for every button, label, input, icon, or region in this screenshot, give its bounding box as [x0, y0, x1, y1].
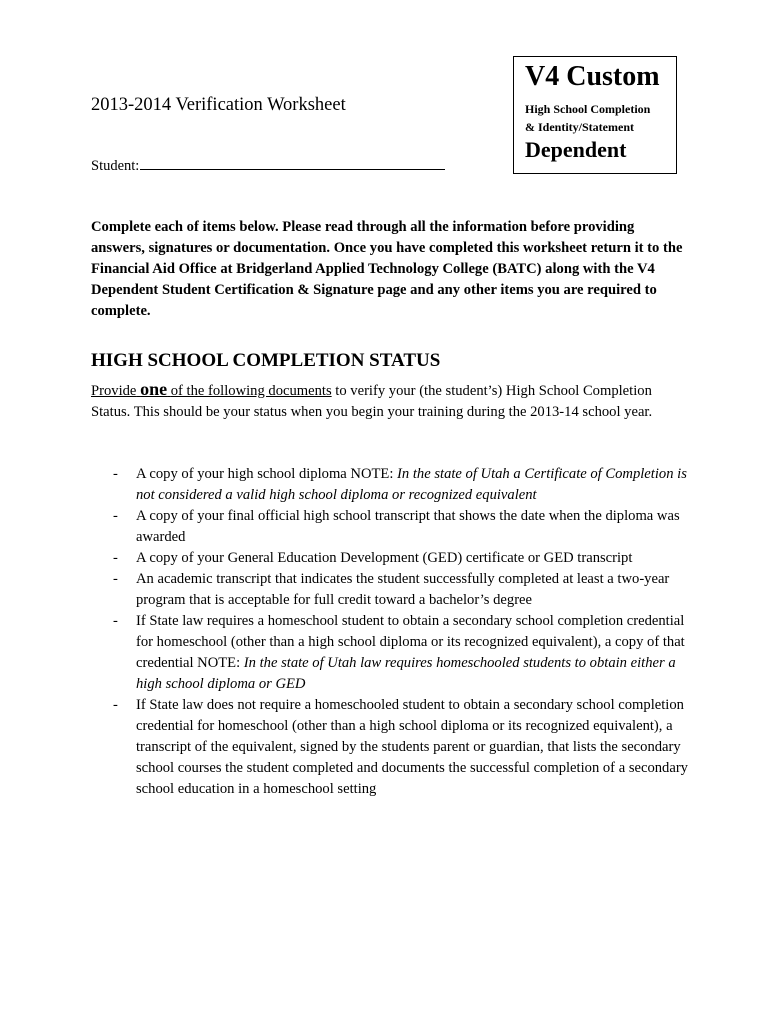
item-text: An academic transcript that indicates the student successfully completed at least a two-year program that is acceptable for full credit toward a bachelor’s degree [136, 571, 670, 608]
intro-documents: of the following documents [170, 383, 332, 399]
dash-bullet: - [113, 571, 118, 587]
v4-box-title: V4 Custom [525, 61, 660, 92]
item-text: A copy of your General Education Development (GED) certificate or GED transcript [136, 550, 633, 566]
intro-rest: to verify your (the student’s) High School Completion Status. This should be your status when you begin your training during the 2013-14 school year. [91, 383, 653, 420]
list-item [91, 548, 691, 569]
v4-box-subtitle [525, 100, 650, 136]
document-list [91, 464, 691, 800]
section-intro [91, 379, 691, 423]
v4-box-dependency: Dependent [525, 137, 627, 162]
student-name-blank[interactable] [140, 155, 445, 170]
v4-custom-box [513, 56, 677, 174]
student-label: Student: [91, 158, 140, 174]
dash-bullet: - [113, 697, 118, 713]
student-field [91, 155, 445, 175]
item-text: If State law requires a homeschool student to obtain a secondary school completion credential for homeschool (other than a high school diploma or its recognized equivalent), a copy of that credential NOTE: [136, 613, 685, 671]
dash-bullet: - [113, 613, 118, 629]
v4-box-subtitle-line1: High School Completion [525, 102, 651, 116]
list-item [91, 464, 691, 506]
instructions-paragraph: Complete each of items below. Please read through all the information before providing answers, signatures or documentation. Once you have completed this worksheet return it to the Financial Aid Office at Bridgerland Applied Technology College (BATC) along with the V4 Dependent Student Certification & Signature page and any other items you are required to complete. [91, 219, 683, 319]
dash-bullet: - [113, 508, 118, 524]
item-note: In the state of Utah law requires homeschooled students to obtain either a high school diploma or GED [136, 655, 676, 692]
intro-provide: Provide [91, 383, 137, 399]
dash-bullet: - [113, 550, 118, 566]
v4-box-subtitle-line2: & Identity/Statement [525, 120, 634, 134]
section-heading: HIGH SCHOOL COMPLETION STATUS [91, 350, 441, 371]
list-item [91, 506, 691, 548]
item-text: A copy of your high school diploma NOTE: [136, 466, 398, 482]
list-item [91, 611, 691, 695]
intro-one-emphasis: one [140, 379, 168, 399]
worksheet-title: 2013-2014 Verification Worksheet [91, 95, 346, 115]
item-note: In the state of Utah a Certificate of Completion is not considered a valid high school diploma or recognized equivalent [136, 466, 687, 503]
item-text: If State law does not require a homeschooled student to obtain a secondary school completion credential for homeschool (other than a high school diploma or its recognized equivalent), a transcript of the equivalent, signed by the students parent or guardian, that lists the secondary school courses the student completed and documents the successful completion of a secondary school education in a homeschool setting [136, 697, 688, 797]
dash-bullet: - [113, 466, 118, 482]
list-item [91, 695, 691, 800]
item-text: A copy of your final official high school transcript that shows the date when the diploma was awarded [136, 508, 680, 545]
list-item [91, 569, 691, 611]
